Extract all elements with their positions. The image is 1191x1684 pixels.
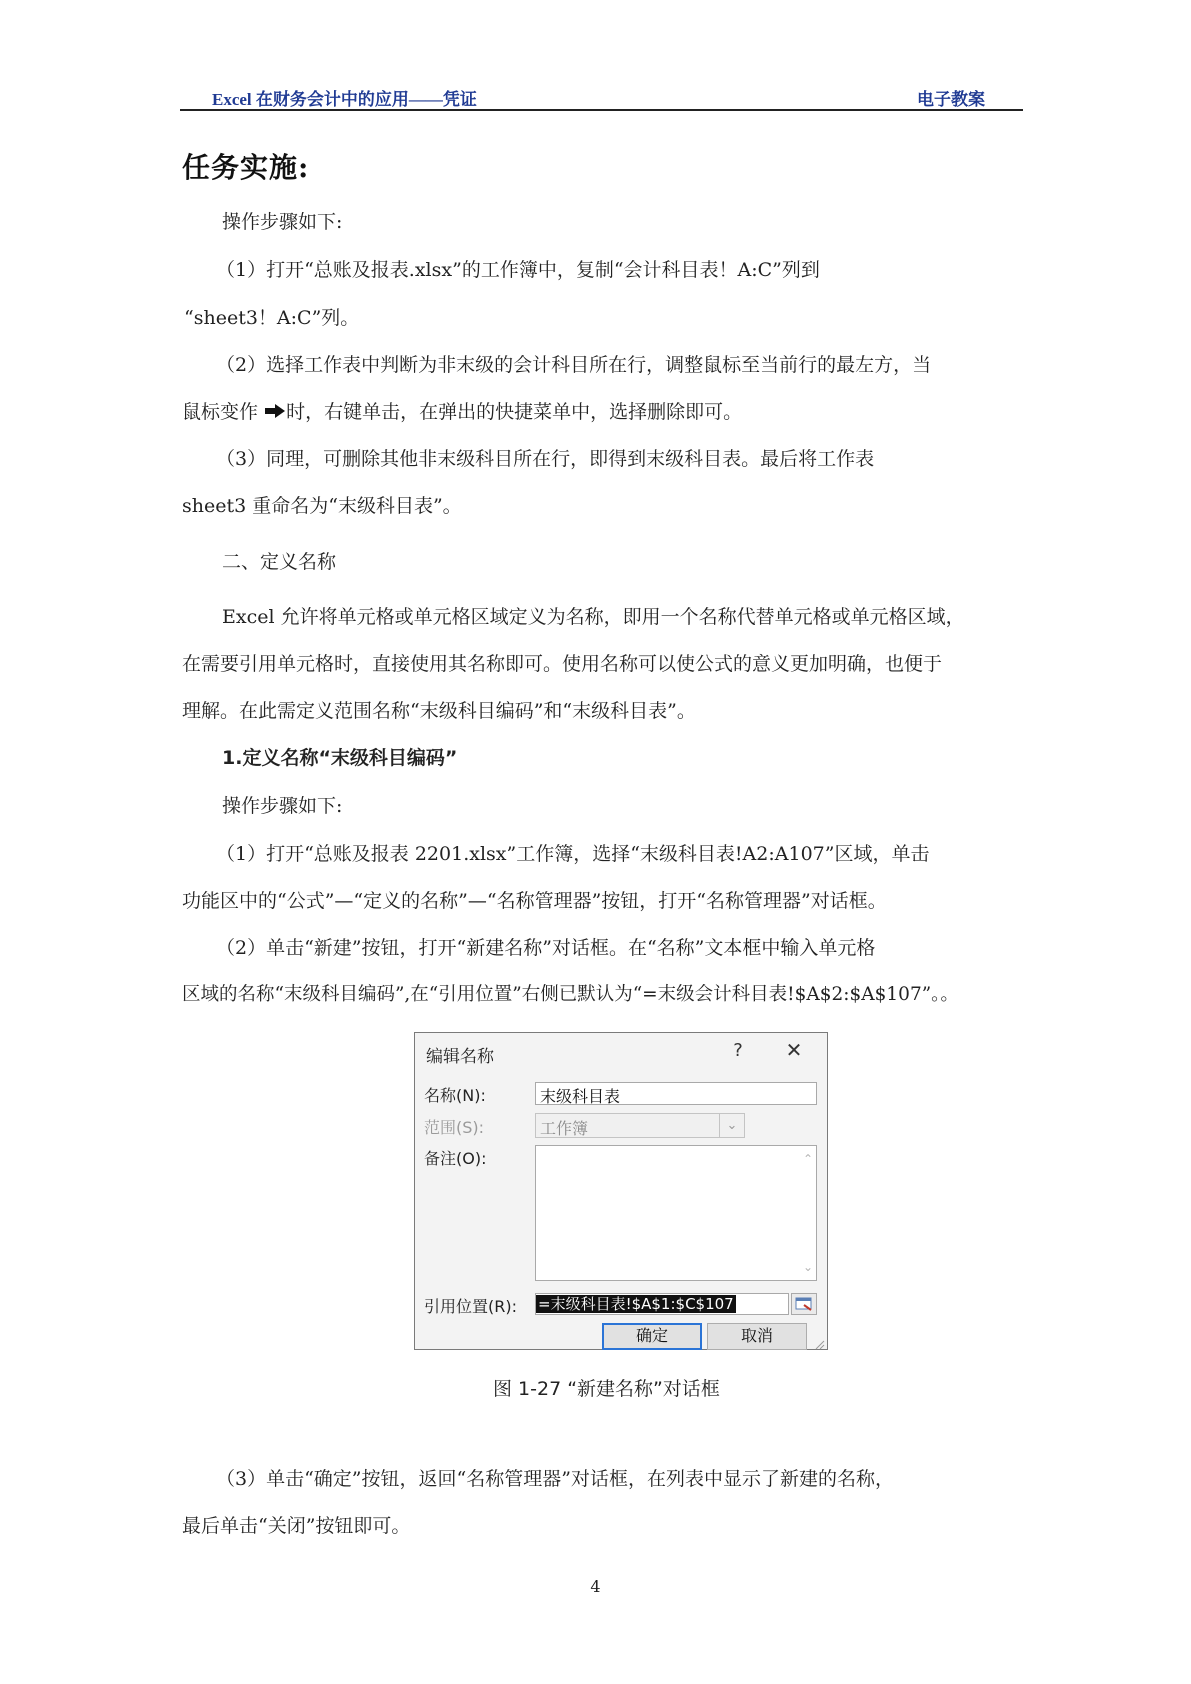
section-title: 任务实施: (182, 151, 310, 184)
header-title: Excel 在财务会计中的应用——凭证 (212, 90, 477, 109)
paragraph: 操作步骤如下: (222, 795, 343, 817)
paragraph-text: 鼠标变作 (182, 401, 259, 423)
comment-scrollbar[interactable] (798, 1146, 816, 1280)
chevron-down-icon[interactable]: ⌄ (719, 1114, 744, 1137)
cancel-button[interactable]: 取消 (707, 1323, 807, 1350)
page-number: 4 (590, 1577, 601, 1596)
close-icon[interactable]: ✕ (785, 1038, 803, 1062)
collapse-dialog-icon[interactable] (791, 1293, 817, 1315)
subheading: 1.定义名称“末级科目编码” (222, 747, 458, 769)
scope-select[interactable] (535, 1113, 745, 1138)
paragraph: 最后单击“关闭”按钮即可。 (182, 1515, 411, 1537)
resize-grip-icon[interactable] (813, 1335, 825, 1347)
subheading: 二、定义名称 (222, 551, 337, 573)
ok-button[interactable]: 确定 (602, 1323, 702, 1350)
paragraph: Excel 允许将单元格或单元格区域定义为名称，即用一个名称代替单元格或单元格区域， (222, 606, 965, 628)
paragraph: 操作步骤如下: (222, 211, 343, 233)
help-icon[interactable]: ? (733, 1040, 743, 1061)
paragraph: 在需要引用单元格时，直接使用其名称即可。使用名称可以使公式的意义更加明确，也便于 (182, 653, 943, 675)
scope-label: 范围(S): (424, 1118, 485, 1137)
paragraph: 区域的名称“末级科目编码”,在“引用位置”右侧已默认为“=末级会计科目表!$A$2:$A$107”。。 (182, 984, 959, 1005)
name-input[interactable]: 末级科目表 (535, 1082, 817, 1105)
paragraph-text: 时，右键单击，在弹出的快捷菜单中，选择删除即可。 (286, 401, 743, 423)
paragraph: （3）单击“确定”按钮，返回“名称管理器”对话框，在列表中显示了新建的名称， (216, 1468, 894, 1490)
scope-value: 工作簿 (540, 1119, 589, 1138)
paragraph: （2）单击“新建”按钮，打开“新建名称”对话框。在“名称”文本框中输入单元格 (216, 937, 876, 959)
chevron-down-icon[interactable]: ⌄ (802, 1260, 813, 1274)
paragraph: （1）打开“总账及报表.xlsx”的工作簿中，复制“会计科目表！A:C”列到 (216, 259, 820, 281)
dialog-title: 编辑名称 (426, 1047, 494, 1067)
paragraph: 理解。在此需定义范围名称“末级科目编码”和“末级科目表”。 (182, 700, 696, 722)
name-label: 名称(N): (424, 1086, 486, 1105)
figure-caption: 图 1-27 “新建名称”对话框 (493, 1378, 720, 1400)
right-arrow-icon (264, 401, 286, 425)
paragraph: sheet3 重命名为“末级科目表”。 (182, 495, 462, 517)
paragraph: “sheet3！A:C”列。 (184, 307, 360, 329)
chevron-up-icon[interactable]: ⌃ (802, 1152, 813, 1166)
header-tag: 电子教案 (917, 90, 985, 110)
paragraph (182, 400, 742, 425)
ref-value: =末级科目表!$A$1:$C$107 (538, 1295, 734, 1313)
comment-textarea[interactable] (535, 1145, 817, 1281)
ref-label: 引用位置(R): (424, 1297, 517, 1316)
comment-label: 备注(O): (424, 1149, 487, 1168)
header-divider (180, 109, 1023, 111)
paragraph: （2）选择工作表中判断为非末级的会计科目所在行，调整鼠标至当前行的最左方，当 (216, 354, 932, 376)
paragraph: 功能区中的“公式”—“定义的名称”—“名称管理器”按钮，打开“名称管理器”对话框。 (182, 890, 887, 912)
edit-name-dialog (414, 1032, 828, 1350)
ref-input[interactable] (535, 1293, 789, 1315)
paragraph: （1）打开“总账及报表 2201.xlsx”工作簿，选择“末级科目表!A2:A107”区域，单击 (216, 843, 930, 865)
paragraph: （3）同理，可删除其他非末级科目所在行，即得到末级科目表。最后将工作表 (216, 448, 875, 470)
